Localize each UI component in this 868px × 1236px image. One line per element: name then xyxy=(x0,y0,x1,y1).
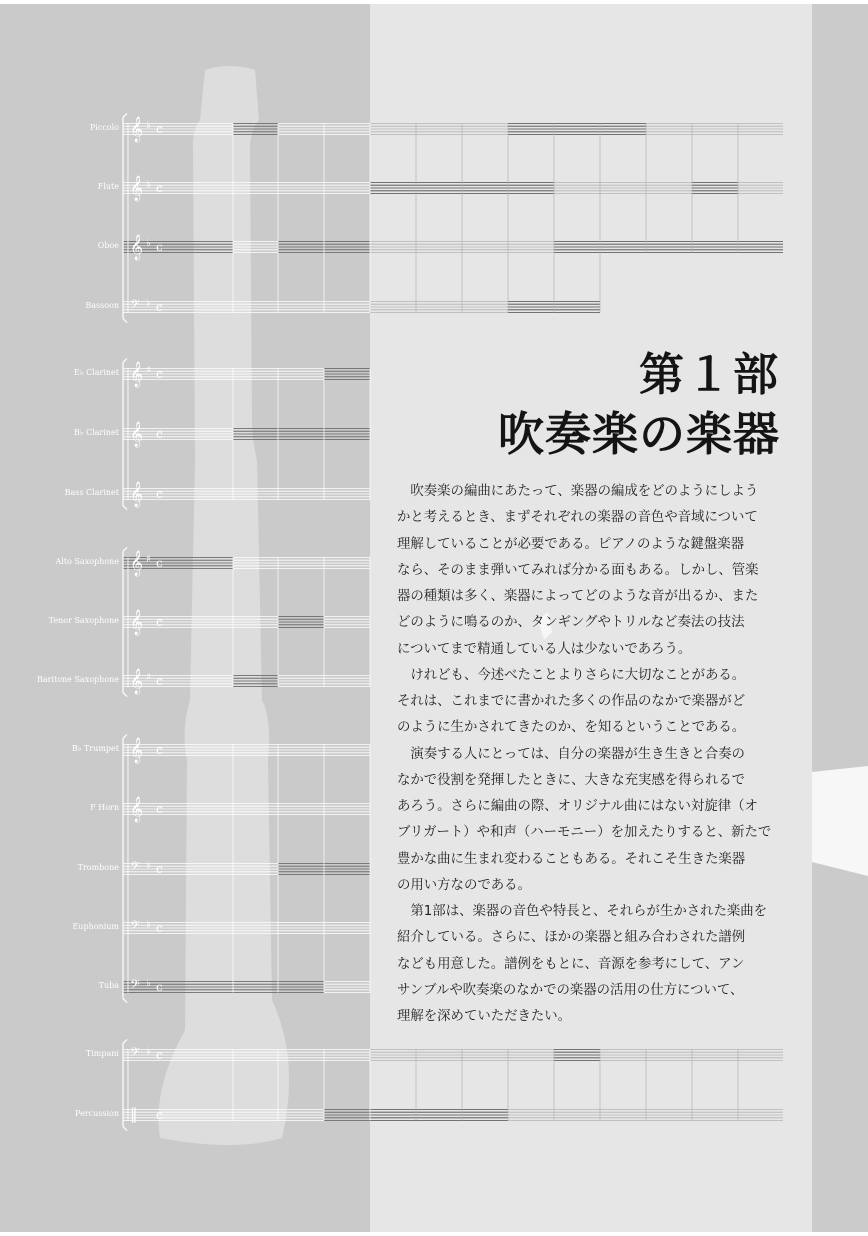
paragraph-line: についてまで精通している人は少ないであろう。 xyxy=(397,641,692,657)
clef-icon: 𝄢 xyxy=(130,977,140,995)
clef-icon: 𝄞 xyxy=(130,422,144,447)
key-signature: ♭ xyxy=(146,1046,151,1057)
time-signature: c xyxy=(156,367,163,381)
time-signature: c xyxy=(156,743,163,757)
clef-icon: 𝄢 xyxy=(130,1045,140,1063)
clef-icon: 𝄢 xyxy=(130,859,140,877)
instrument-label: Alto Saxophone xyxy=(55,557,119,566)
paragraph-line: のように生かされてきたのか、を知るということである。 xyxy=(397,720,746,736)
key-signature: ♭ xyxy=(146,860,151,871)
paragraph-line: 演奏する人にとっては、自分の楽器が生き生きと合奏の xyxy=(410,746,745,762)
time-signature: c xyxy=(156,862,163,876)
clef-icon: 𝄞 xyxy=(130,610,144,635)
paragraph-line: ブリガート）や和声（ハーモニー）を加えたりすると、新たで xyxy=(397,825,772,841)
paragraph-line: 器の種類は多く、楽器によってどのような音が出るか、また xyxy=(397,589,759,604)
paragraph-line: 理解していることが必要である。ピアノのような鍵盤楽器 xyxy=(397,536,745,552)
clarinet-silhouette xyxy=(158,66,289,1145)
time-signature: c xyxy=(156,556,163,570)
clef-icon: 𝄞 xyxy=(130,738,144,763)
paragraph-line: どのように鳴るのか、タンギングやトリルなど奏法の技法 xyxy=(397,615,745,631)
key-signature: ♭ xyxy=(146,978,151,989)
time-signature: c xyxy=(156,674,163,688)
key-signature: ♯ xyxy=(146,554,151,565)
clef-icon: 𝄞 xyxy=(130,482,144,507)
time-signature: c xyxy=(156,921,163,935)
time-signature: c xyxy=(156,122,163,136)
instrument-label: Percussion xyxy=(75,1109,119,1118)
key-signature: ♭ xyxy=(146,919,151,930)
paragraph-line: あろう。さらに編曲の際、オリジナル曲にはない対旋律（オ xyxy=(397,799,758,814)
time-signature: c xyxy=(156,980,163,994)
key-signature: ♯ xyxy=(146,672,151,683)
clef-icon: ‖ xyxy=(130,1105,138,1123)
instrument-label: Baritone Saxophone xyxy=(36,675,119,684)
instrument-label: Oboe xyxy=(97,241,119,250)
time-signature: c xyxy=(156,615,163,629)
instrument-label: E♭ Clarinet xyxy=(73,368,119,377)
clef-icon: 𝄢 xyxy=(130,297,140,315)
time-signature: c xyxy=(156,181,163,195)
page-title: 吹奏楽の楽器 xyxy=(498,407,780,461)
bell-spotlight xyxy=(812,766,868,876)
time-signature: c xyxy=(156,427,163,441)
time-signature: c xyxy=(156,300,163,314)
instrument-label: Bassoon xyxy=(85,301,119,310)
clef-icon: 𝄞 xyxy=(130,117,144,142)
clef-icon: 𝄞 xyxy=(130,551,144,576)
clef-icon: 𝄞 xyxy=(130,235,144,260)
time-signature: c xyxy=(156,1108,163,1122)
paragraph-line: 吹奏楽の編曲にあたって、楽器の編成をどのようにしよう xyxy=(410,484,759,499)
clef-icon: 𝄞 xyxy=(130,176,144,201)
clef-icon: 𝄞 xyxy=(130,669,144,694)
paragraph-line: 紹介している。さらに、ほかの楽器と組み合わされた譜例 xyxy=(397,930,746,946)
paragraph-line: それは、これまでに書かれた多くの作品のなかで楽器がど xyxy=(397,694,746,709)
instrument-label: B♭ Trumpet xyxy=(71,744,119,753)
paragraph-line: 第1部は、楽器の音色や特長と、それらが生かされた楽曲を xyxy=(410,904,768,919)
time-signature: c xyxy=(156,240,163,254)
clef-icon: 𝄞 xyxy=(130,797,144,822)
instrument-label: Tuba xyxy=(98,981,119,990)
clef-icon: 𝄞 xyxy=(130,362,144,387)
key-signature: ♯ xyxy=(146,365,151,376)
instrument-label: Flute xyxy=(97,182,119,191)
part-number: 第１部 xyxy=(638,348,780,401)
paragraph-line: かと考えるとき、まずそれぞれの楽器の音色や音域について xyxy=(397,510,758,526)
instrument-label: Euphonium xyxy=(72,922,119,931)
key-signature: ♭ xyxy=(146,238,151,249)
instrument-label: Timpani xyxy=(85,1049,119,1058)
paragraph-line: けれども、今述べたことよりさらに大切なことがある。 xyxy=(410,667,746,683)
key-signature: ♭ xyxy=(146,120,151,131)
paragraph-line: なども用意した。譜例をもとに、音源を参考にして、アン xyxy=(397,956,745,972)
instrument-label: Trombone xyxy=(77,863,119,872)
paragraph-line: の用い方なのである。 xyxy=(397,877,531,893)
time-signature: c xyxy=(156,487,163,501)
instrument-label: Piccolo xyxy=(89,123,119,132)
clef-icon: 𝄢 xyxy=(130,918,140,936)
instrument-label: F Horn xyxy=(90,803,119,812)
time-signature: c xyxy=(156,802,163,816)
paragraph-line: 豊かな曲に生まれ変わることもある。それこそ生きた楽器 xyxy=(397,851,746,867)
instrument-label: B♭ Clarinet xyxy=(73,428,119,437)
paragraph-line: サンブルや吹奏楽のなかでの楽器の活用の仕方について、 xyxy=(397,982,744,998)
body-text xyxy=(397,479,787,1030)
paragraph-line: 理解を深めていただきたい。 xyxy=(397,1009,572,1024)
time-signature: c xyxy=(156,1048,163,1062)
key-signature: ♭ xyxy=(146,179,151,190)
paragraph-line: なかで役割を発揮したときに、大きな充実感を得られるで xyxy=(397,772,746,788)
key-signature: ♭ xyxy=(146,298,151,309)
instrument-label: Tenor Saxophone xyxy=(48,616,119,625)
instrument-label: Bass Clarinet xyxy=(64,488,119,497)
paragraph-line: なら、そのまま弾いてみれば分かる面もある。しかし、管楽 xyxy=(397,562,759,578)
